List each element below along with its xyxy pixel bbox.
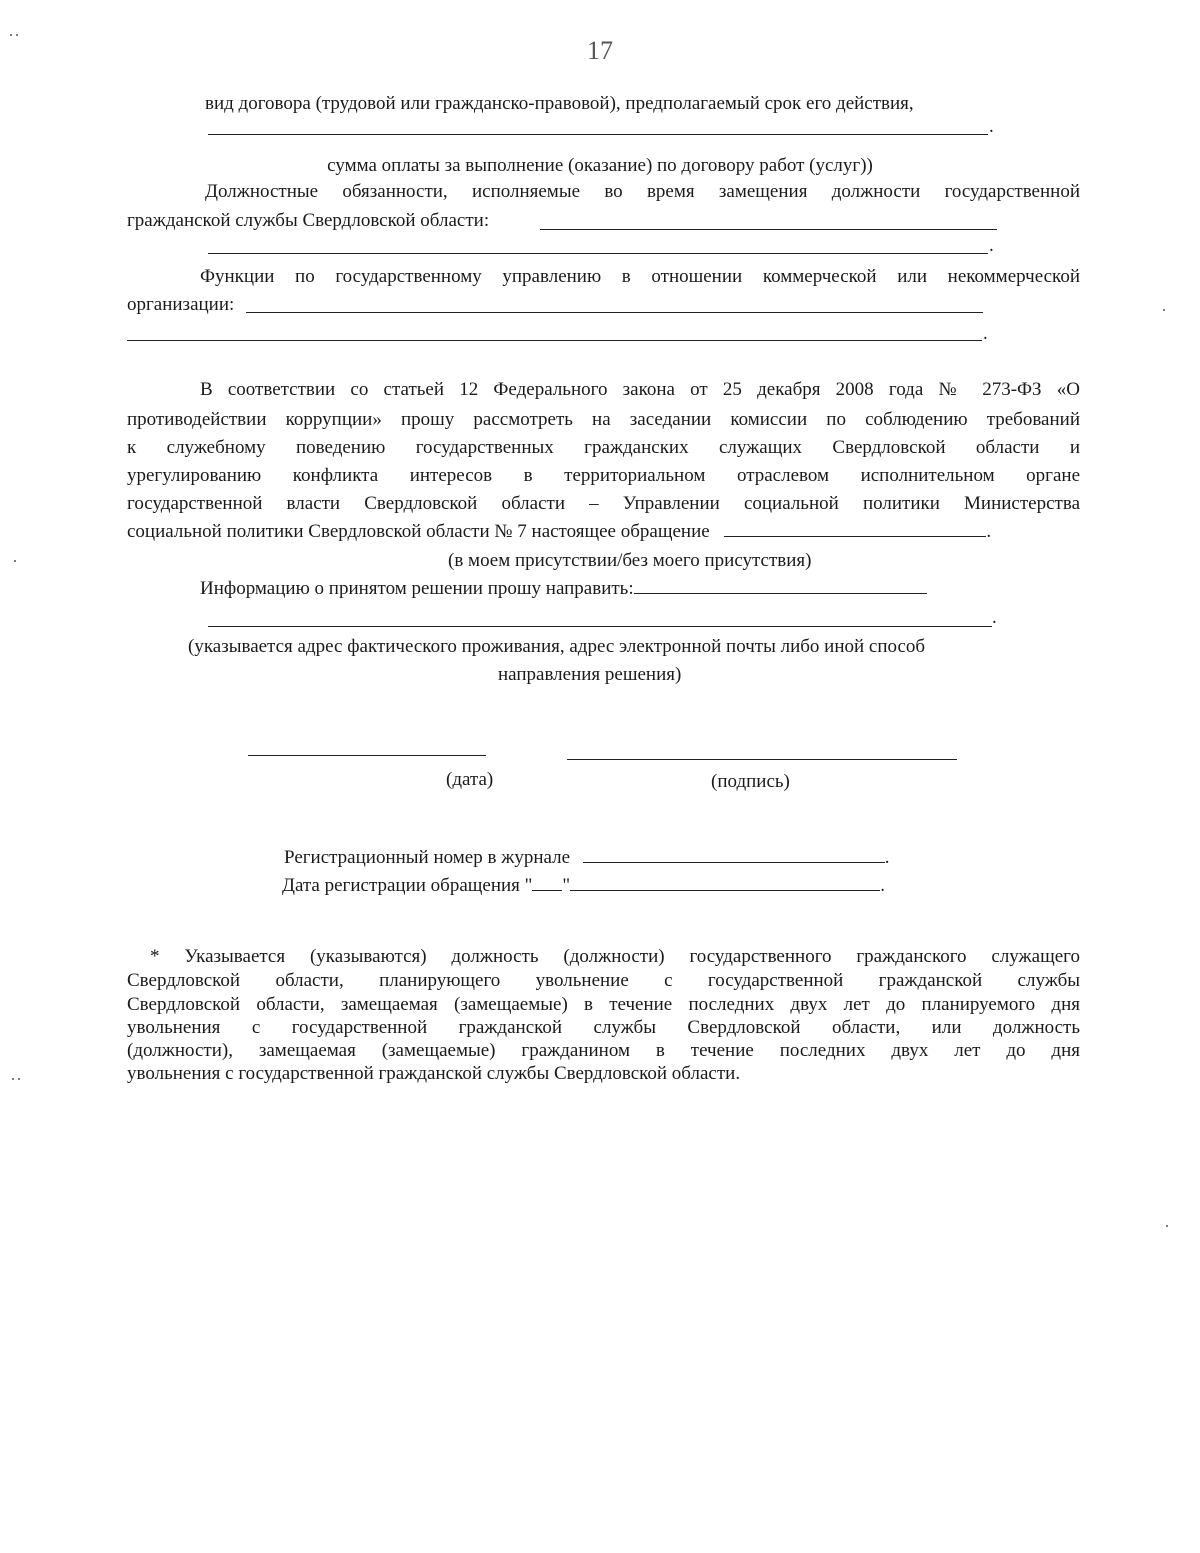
contract-sum-caption: сумма оплаты за выполнение (оказание) по договору работ (услуг)) [327,155,873,176]
functions-fill-line[interactable] [246,312,983,313]
registration-date-quote: " [562,875,571,896]
period: . [986,521,992,542]
scan-speck [1166,1225,1168,1227]
request-line-4: урегулированию конфликта интересов в территориальном отраслевом исполнительном органе [127,465,1080,486]
contract-fill-line[interactable] [208,134,988,135]
presence-fill-line[interactable] [724,522,986,537]
duties-fill-line[interactable] [540,229,997,230]
request-last-line-text: социальной политики Свердловской области № 7 настоящее обращение [127,521,710,542]
duties-fill-line-2[interactable] [208,253,988,254]
decision-label-text: Информацию о принятом решении прошу направить: [200,578,634,599]
presence-caption: (в моем присутствии/без моего присутствия) [448,550,812,571]
registration-date-label: Дата регистрации обращения " [282,875,533,896]
footnote-line-5: (должности), замещаемая (замещаемые) гражданином в течение последних двух лет до дня [127,1040,1080,1061]
signature-caption: (подпись) [711,771,790,792]
duties-line-1: Должностные обязанности, исполняемые во время замещения должности государственной [205,181,1080,202]
request-line-6 [127,521,991,543]
duties-line-2: гражданской службы Свердловской области: [127,210,490,231]
period: . [983,323,988,344]
scan-speck [12,1078,14,1080]
footnote-line-1: * Указывается (указываются) должность (должности) государственного гражданского служащего [150,946,1080,967]
request-line-2: противодействии коррупции» прошу рассмотреть на заседании комиссии по соблюдению требований [127,409,1080,430]
period: . [989,116,994,137]
decision-fill-line[interactable] [634,579,927,594]
request-line-1: В соответствии со статьей 12 Федерального закона от 25 декабря 2008 года № 273-ФЗ «О [200,379,1080,400]
scan-speck [16,34,18,36]
page-number: 17 [587,36,613,65]
contract-intro-text: вид договора (трудовой или гражданско-правовой), предполагаемый срок его действия, [205,93,914,114]
request-line-3: к служебному поведению государственных гражданских служащих Свердловской области и [127,437,1080,458]
request-line-5: государственной власти Свердловской области – Управлении социальной политики Министерства [127,493,1080,514]
decision-caption-1: (указывается адрес фактического проживания, адрес электронной почты либо иной способ [188,636,926,657]
scan-speck [18,1078,20,1080]
registration-day-fill-line[interactable] [532,876,562,891]
decision-fill-line-2[interactable] [208,626,992,627]
period: . [992,607,997,628]
registration-number-label: Регистрационный номер в журнале [284,847,571,868]
date-fill-line[interactable] [248,755,486,756]
period: . [884,847,890,868]
footnote-line-6: увольнения с государственной гражданской службы Свердловской области. [127,1063,741,1084]
footnote-line-3: Свердловской области, замещаемая (замещаемые) в течение последних двух лет до планируемого дня [127,994,1080,1015]
functions-line-1: Функции по государственному управлению в отношении коммерческой или некоммерческой [200,266,1080,287]
period: . [989,235,994,256]
decision-caption-2: направления решения) [498,664,682,685]
registration-date-fill-line[interactable] [570,876,880,891]
registration-number-row [284,847,890,869]
scan-speck [14,560,16,562]
scan-speck [10,34,12,36]
footnote-line-4: увольнения с государственной гражданской службы Свердловской области, или должность [127,1017,1080,1038]
period: . [880,875,885,896]
functions-line-2: организации: [127,294,235,315]
date-caption: (дата) [446,769,494,790]
functions-fill-line-2[interactable] [127,340,982,341]
signature-fill-line[interactable] [567,759,957,760]
scan-speck [1163,309,1165,311]
registration-date-row [282,875,885,897]
registration-number-fill-line[interactable] [583,848,885,863]
footnote-line-2: Свердловской области, планирующего увольнение с государственной гражданской службы [127,970,1080,991]
decision-label [200,578,927,600]
